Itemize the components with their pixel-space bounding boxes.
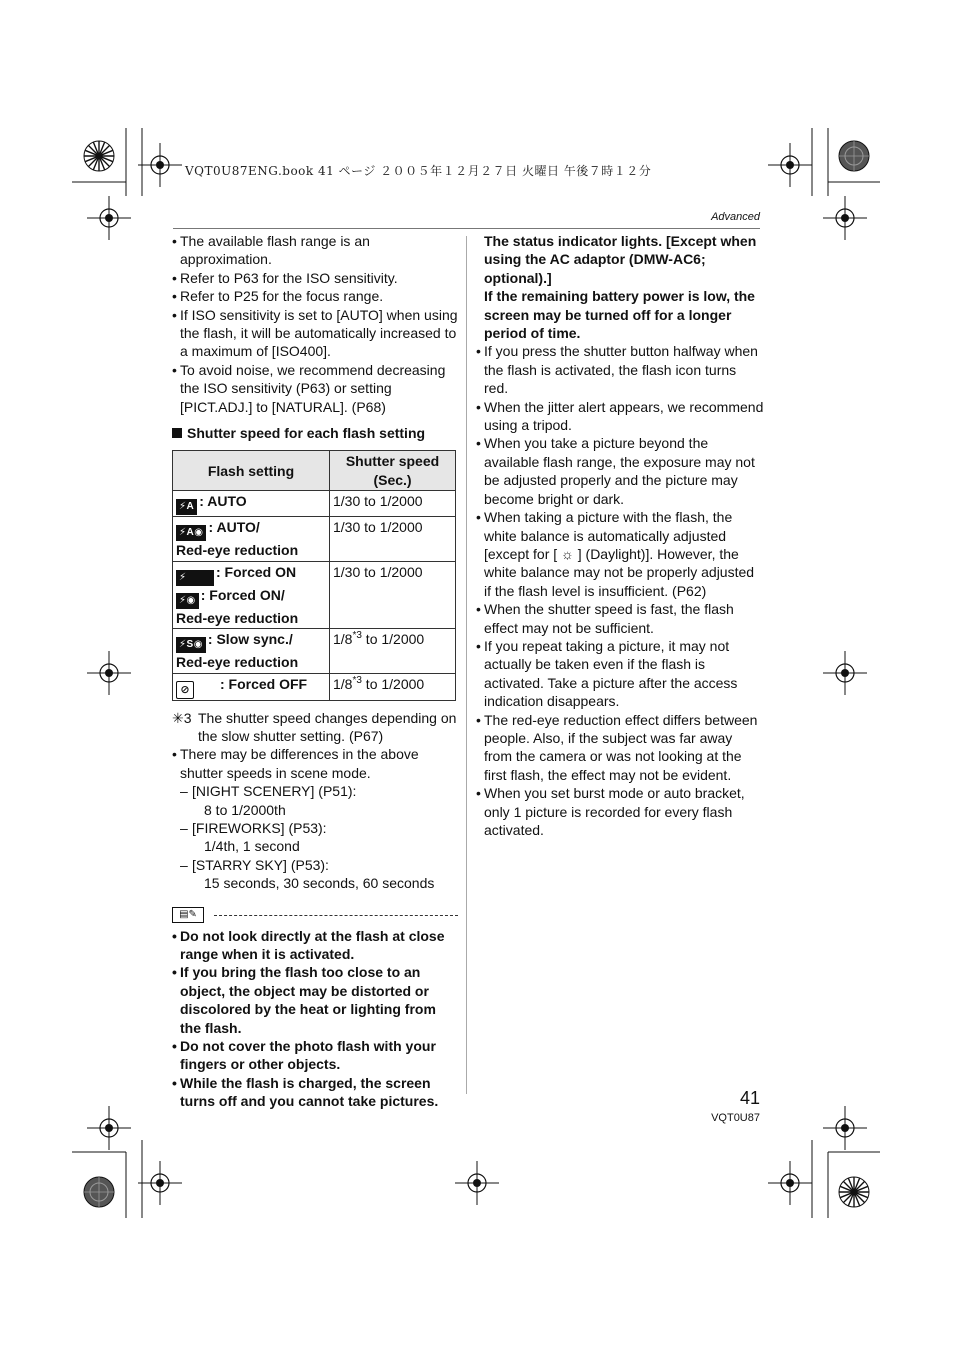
square-bullet-icon [172, 428, 182, 438]
list-item: • Refer to P25 for the focus range. [172, 287, 460, 305]
footnote: ✳3 The shutter speed changes depending on the slow shutter setting. (P67) [172, 709, 457, 744]
battery-note: If the remaining battery power is low, the screen may be turned off for a longer period of time. [484, 288, 755, 342]
memo-icon: ▤✎ [172, 907, 204, 923]
column-header: Shutter speed (Sec.) [330, 451, 456, 491]
flash-forced-on-red-eye-icon: ⚡◉ [176, 593, 199, 609]
flash-shutter-table [172, 450, 456, 700]
flash-off-icon: ⊘ [176, 681, 194, 699]
section-label: Advanced [711, 211, 760, 223]
warning-item: • Do not cover the photo flash with your fingers or other objects. [172, 1037, 460, 1074]
list-item: • The available flash range is an approximation. [172, 232, 460, 269]
list-item: • If you repeat taking a picture, it may not actually be taken even if the flash is activated. Take a picture after the access indication disappears. [476, 637, 764, 711]
flash-auto-icon: ⚡A [176, 499, 197, 515]
list-item: • If ISO sensitivity is set to [AUTO] when using the flash, it will be automatically increased to a maximum of [ISO400]. [172, 306, 460, 361]
left-column [172, 232, 460, 1111]
right-column [476, 232, 764, 839]
list-item: • The red-eye reduction effect differs between people. Also, if the subject was far away from the camera or was not looking at the first flash, the effect may not be evident. [476, 711, 764, 785]
scene-item: – [NIGHT SCENERY] (P51): 8 to 1/2000th [180, 783, 357, 818]
table-header-row [173, 451, 456, 491]
print-file-info: VQT0U87ENG.book 41 ページ ２００５年１２月２７日 火曜日 午後７時１２分 [185, 164, 652, 178]
header-rule [173, 228, 760, 229]
warning-item: • If you bring the flash too close to an object, the object may be distorted or discolored by the heat or lighting from the flash. [172, 963, 460, 1037]
column-header: Flash setting [173, 451, 330, 491]
status-note: The status indicator lights. [Except when using the AC adaptor (DMW-AC6; optional).] [484, 233, 757, 286]
list-item: • When you set burst mode or auto bracket, only 1 picture is recorded for every flash activated. [476, 784, 764, 839]
warning-item: • While the flash is charged, the screen turns off and you cannot take pictures. [172, 1074, 460, 1111]
list-item: • When the shutter speed is fast, the flash effect may not be sufficient. [476, 600, 764, 637]
list-item: • If you press the shutter button halfway when the flash is activated, the flash icon turns red. [476, 342, 764, 397]
list-item: • When you take a picture beyond the available flash range, the exposure may not be adjusted properly and the picture may become bright or dark. [476, 434, 764, 508]
column-divider [466, 236, 467, 1094]
table-row: ⚡ : Forced ON ⚡◉ : Forced ON/ Red-eye reduction 1/30 to 1/2000 [173, 561, 456, 628]
list-item: • There may be differences in the above shutter speeds in scene mode. [172, 745, 460, 782]
table-row: ⊘ : Forced OFF 1/8$^{*3}$ to 1/2000 [173, 673, 456, 700]
list-item: • To avoid noise, we recommend decreasing the ISO sensitivity (P63) or setting [PICT.ADJ.] to [NATURAL]. (P68) [172, 361, 460, 416]
table-row: ⚡A : AUTO 1/30 to 1/2000 [173, 491, 456, 517]
flash-slow-sync-icon: ⚡S◉ [176, 637, 206, 653]
scene-item: – [STARRY SKY] (P53): 15 seconds, 30 seconds, 60 seconds [180, 856, 435, 892]
page-number: 41 [739, 1088, 760, 1108]
memo-separator [172, 907, 460, 925]
list-item: • When the jitter alert appears, we recommend using a tripod. [476, 398, 764, 435]
table-row: ⚡S◉ : Slow sync./ Red-eye reduction 1/8$^{*3}$ to 1/2000 [173, 629, 456, 673]
flash-forced-on-icon: ⚡ [176, 570, 214, 586]
warning-item: • Do not look directly at the flash at close range when it is activated. [172, 927, 460, 964]
table-heading: Shutter speed for each flash setting [172, 424, 460, 442]
table-row: ⚡A◉ : AUTO/ Red-eye reduction 1/30 to 1/2000 [173, 517, 456, 561]
list-item: • Refer to P63 for the ISO sensitivity. [172, 269, 460, 287]
scene-item: – [FIREWORKS] (P53): 1/4th, 1 second [180, 819, 327, 855]
list-item: • When taking a picture with the flash, the white balance is automatically adjusted [except for [ ☼ ] (Daylight)]. However, the white balance may not be properly adjusted if the flash level is insufficient. (P62) [476, 508, 764, 600]
flash-auto-red-eye-icon: ⚡A◉ [176, 525, 206, 541]
model-code: VQT0U87 [711, 1112, 760, 1124]
